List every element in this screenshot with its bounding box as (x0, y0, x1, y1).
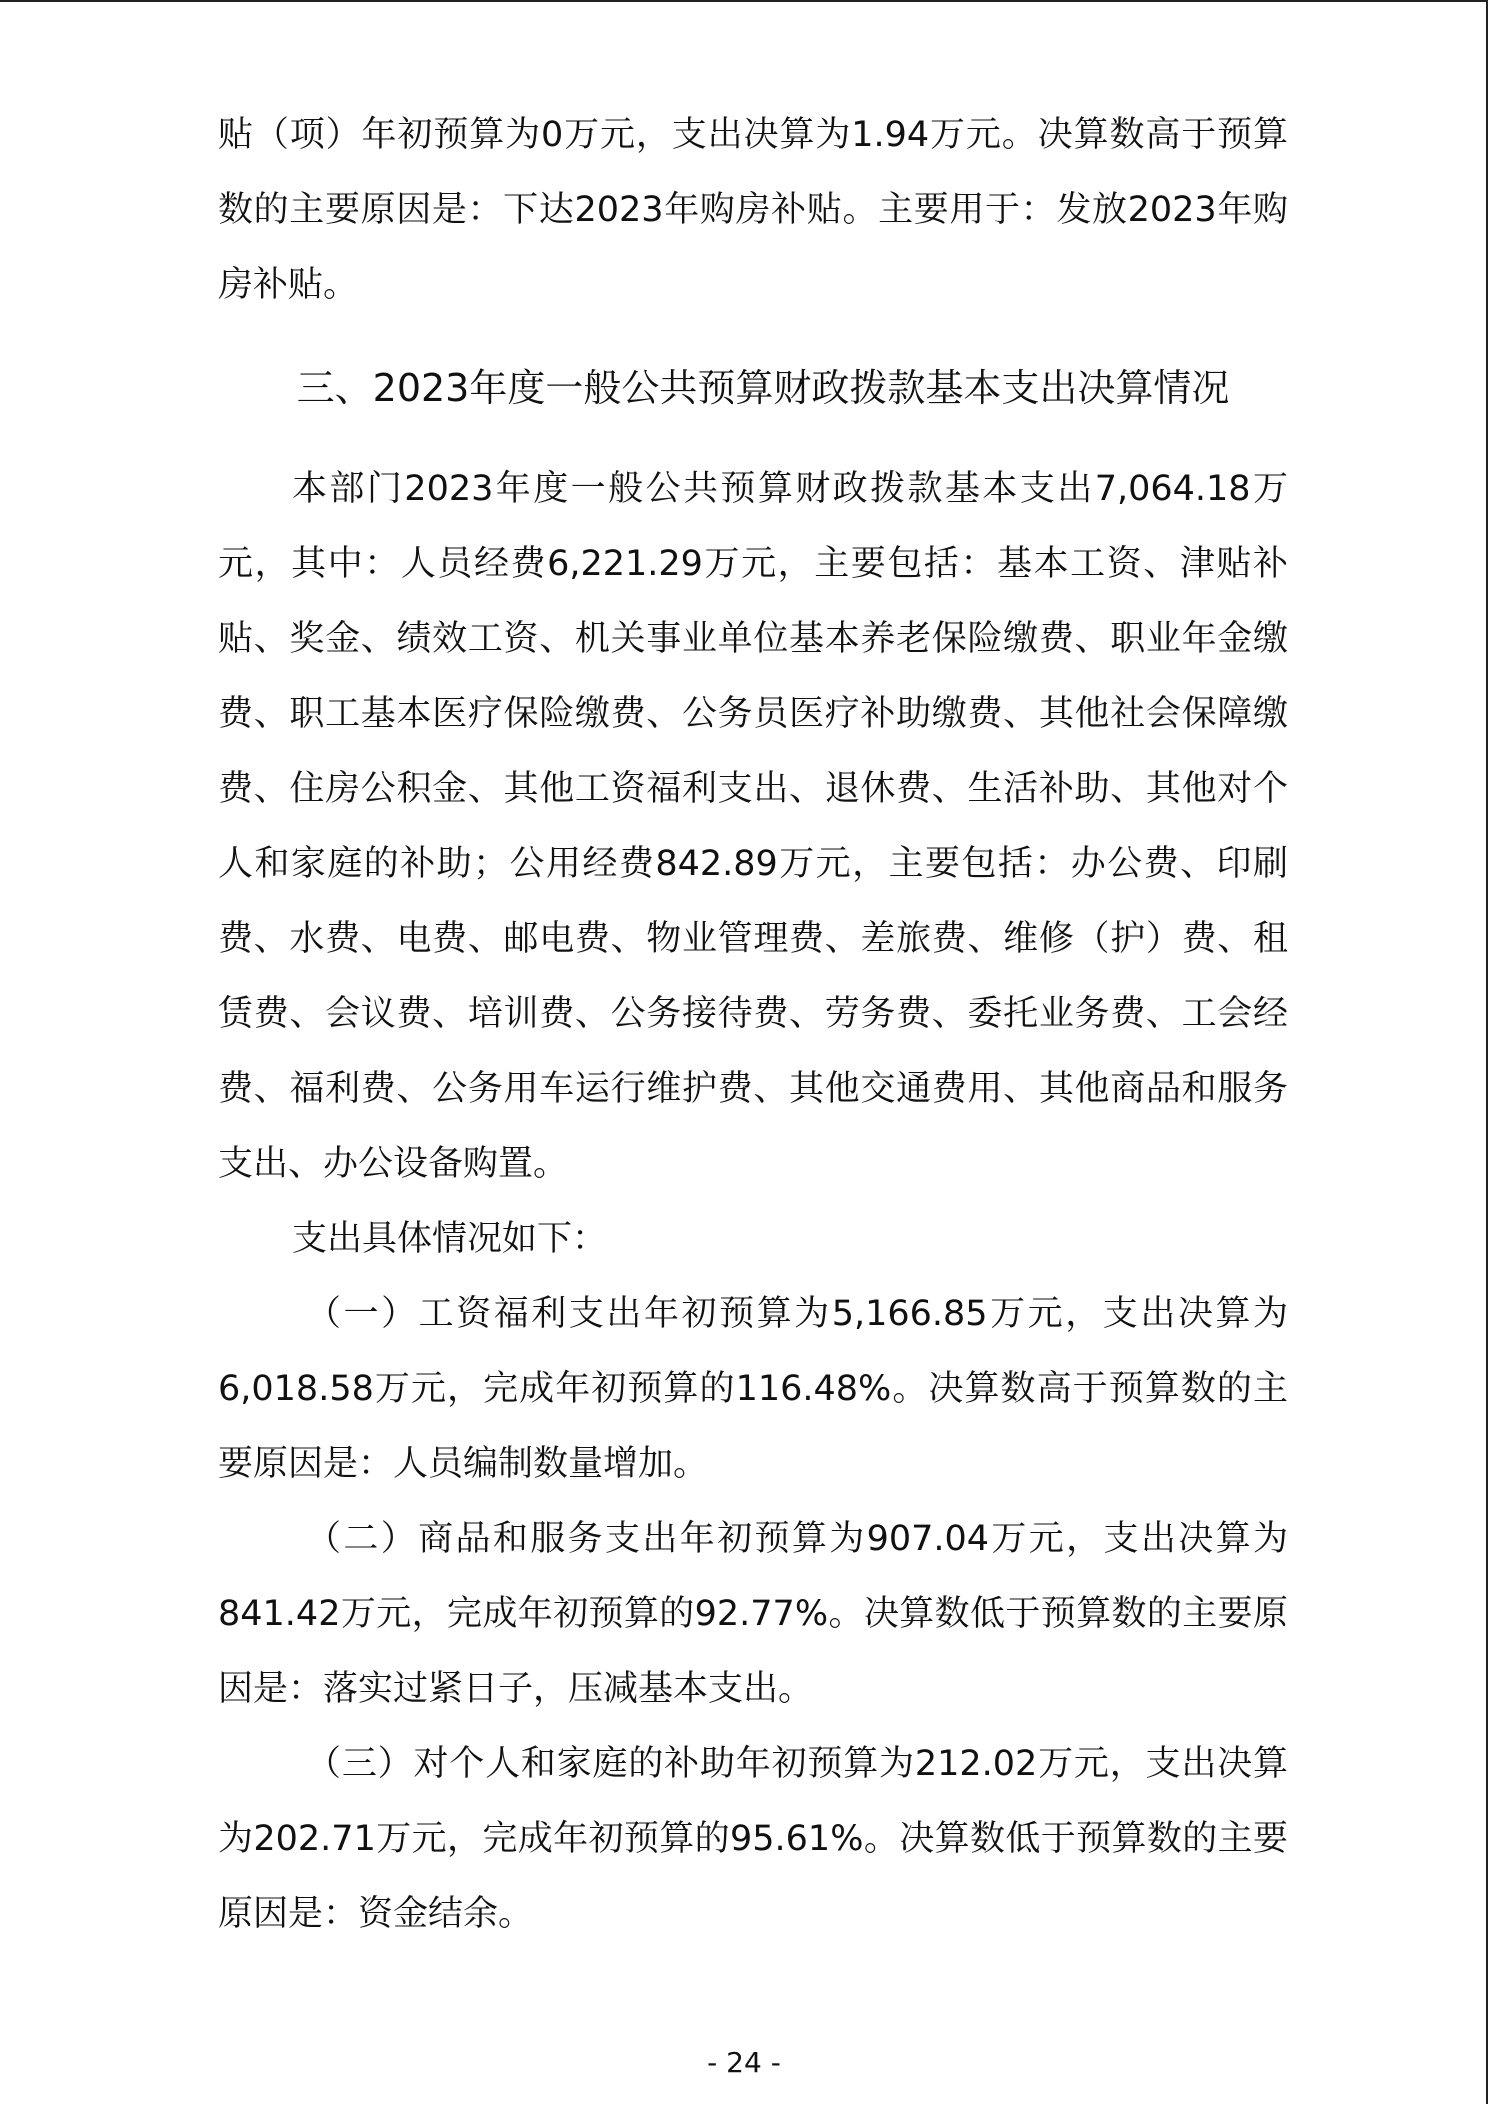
page-number: - 24 - (707, 2046, 781, 2079)
paragraph-continuation: 贴（项）年初预算为0万元，支出决算为1.94万元。决算数高于预算数的主要原因是：下达2023年购房补贴。主要用于：发放2023年购房补贴。 (218, 115, 1288, 305)
section-heading: 三、2023年度一般公共预算财政拨款基本支出决算情况 (296, 366, 1230, 410)
page-border-top (0, 0, 1488, 2)
paragraph-item-1: （一）工资福利支出年初预算为5,166.85万元，支出决算为6,018.58万元，完成年初预算的116.48%。决算数高于预算数的主要原因是：人员编制数量增加。 (218, 1294, 1288, 1484)
paragraph-details-intro: 支出具体情况如下： (292, 1219, 608, 1259)
document-body (218, 98, 1288, 1952)
paragraph-item-3: （三）对个人和家庭的补助年初预算为212.02万元，支出决算为202.71万元，完成年初预算的95.61%。决算数低于预算数的主要原因是：资金结余。 (218, 1744, 1288, 1934)
paragraph-basic-expenditure: 本部门2023年度一般公共预算财政拨款基本支出7,064.18万元，其中：人员经费6,221.29万元，主要包括：基本工资、津贴补贴、奖金、绩效工资、机关事业单位基本养老保险缴费、职业年金缴费、职工基本医疗保险缴费、公务员医疗补助缴费、其他社会保障缴费、住房公积金、其他工资福利支出、退休费、生活补助、其他对个人和家庭的补助；公用经费842.89万元，主要包括：办公费、印刷费、水费、电费、邮电费、物业管理费、差旅费、维修（护）费、租赁费、会议费、培训费、公务接待费、劳务费、委托业务费、工会经费、福利费、公务用车运行维护费、其他交通费用、其他商品和服务支出、办公设备购置。 (218, 469, 1288, 1184)
paragraph-item-2: （二）商品和服务支出年初预算为907.04万元，支出决算为841.42万元，完成年初预算的92.77%。决算数低于预算数的主要原因是：落实过紧日子，压减基本支出。 (218, 1519, 1288, 1709)
